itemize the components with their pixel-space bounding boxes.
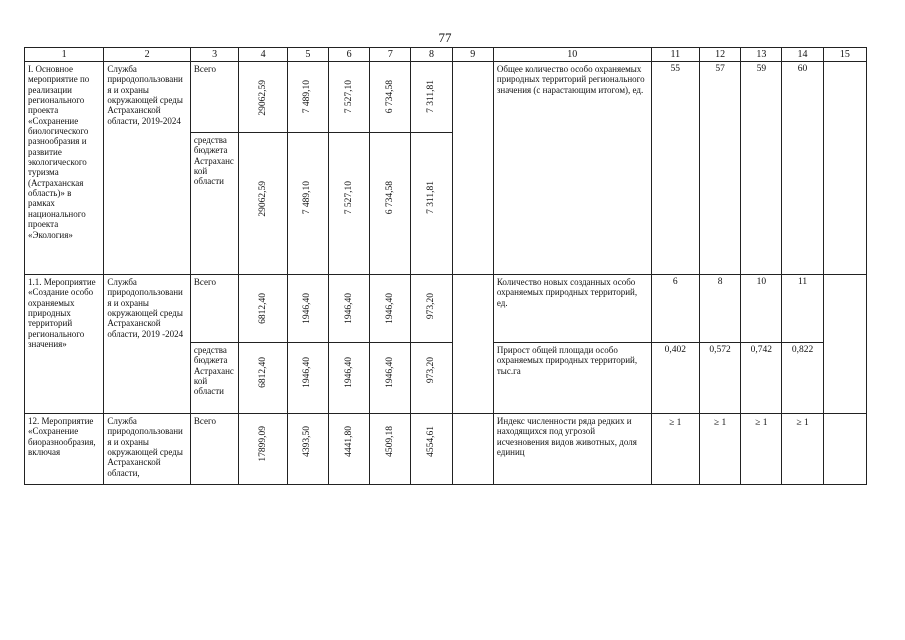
- activity-name-cell: I. Основное мероприятие по реализации регионального проекта «Сохранение биологического разнообразия и развитие экологического туризма (Астраханская область)» в рамках национального проекта «Экология»: [25, 62, 104, 275]
- column-header: 9: [452, 48, 493, 62]
- value-cell: [329, 133, 370, 275]
- indicator-value-cell: 0,572: [699, 343, 740, 414]
- value-text: 7 527,10: [343, 80, 354, 114]
- value-cell: [239, 133, 287, 275]
- empty-cell: [452, 62, 493, 275]
- indicator-value-cell: 59: [741, 62, 782, 275]
- value-cell: [411, 343, 452, 414]
- value-cell: [411, 133, 452, 275]
- table-row: [25, 62, 867, 133]
- indicator-value-cell: 57: [699, 62, 740, 275]
- column-header: 13: [741, 48, 782, 62]
- indicator-value-cell: 6: [651, 275, 699, 343]
- funding-source-cell: средства бюджета Астраханской области: [190, 343, 238, 414]
- column-header: 12: [699, 48, 740, 62]
- indicator-value-cell: ≥ 1: [651, 414, 699, 485]
- indicator-cell: Прирост общей площади особо охраняемых природных территорий, тыс.га: [493, 343, 651, 414]
- executor-cell: Служба природопользования и охраны окружающей среды Астраханской области, 2019 -2024: [104, 275, 191, 414]
- value-text: 6 734,58: [384, 181, 395, 215]
- indicator-value-cell: 11: [782, 275, 823, 343]
- funding-source-cell: Всего: [190, 62, 238, 133]
- header-row: [25, 48, 867, 62]
- indicator-value-cell: ≥ 1: [741, 414, 782, 485]
- value-text: 29062,59: [257, 80, 268, 116]
- value-text: 17899,09: [257, 426, 268, 462]
- activity-name-cell: 1.1. Мероприятие «Создание особо охраняемых природных территорий регионального значения»: [25, 275, 104, 414]
- value-text: 4393,50: [302, 426, 313, 457]
- value-cell: [239, 414, 287, 485]
- value-cell: [411, 275, 452, 343]
- value-cell: [329, 343, 370, 414]
- indicator-value-cell: ≥ 1: [699, 414, 740, 485]
- value-cell: [370, 133, 411, 275]
- funding-source-cell: Всего: [190, 275, 238, 343]
- value-cell: [370, 275, 411, 343]
- value-cell: [329, 414, 370, 485]
- empty-cell: [452, 414, 493, 485]
- column-header: 11: [651, 48, 699, 62]
- value-text: 7 489,10: [302, 181, 313, 215]
- value-text: 6 734,58: [384, 80, 395, 114]
- value-cell: [329, 275, 370, 343]
- indicator-cell: Индекс численности ряда редких и находящихся под угрозой исчезновения видов животных, доля единиц: [493, 414, 651, 485]
- value-cell: [411, 414, 452, 485]
- executor-cell: Служба природопользования и охраны окружающей среды Астраханской области, 2019-2024: [104, 62, 191, 275]
- empty-cell: [823, 62, 866, 275]
- column-header: 8: [411, 48, 452, 62]
- value-text: 7 527,10: [343, 181, 354, 215]
- value-text: 1946,40: [343, 357, 354, 388]
- column-header: 3: [190, 48, 238, 62]
- indicator-cell: Количество новых созданных особо охраняемых природных территорий, ед.: [493, 275, 651, 343]
- value-text: 6812,40: [257, 357, 268, 388]
- value-cell: [411, 62, 452, 133]
- indicator-cell: Общее количество особо охраняемых природных территорий регионального значения (с нарастающим итогом), ед.: [493, 62, 651, 275]
- value-cell: [287, 343, 328, 414]
- value-cell: [329, 62, 370, 133]
- value-cell: [287, 414, 328, 485]
- funding-source-cell: средства бюджета Астраханской области: [190, 133, 238, 275]
- value-text: 4554,61: [426, 426, 437, 457]
- value-text: 6812,40: [257, 293, 268, 324]
- table-row: [25, 414, 867, 485]
- indicator-value-cell: 0,402: [651, 343, 699, 414]
- value-cell: [370, 414, 411, 485]
- table-row: [25, 275, 867, 343]
- indicator-value-cell: ≥ 1: [782, 414, 823, 485]
- column-header: 6: [329, 48, 370, 62]
- executor-cell: Служба природопользования и охраны окружающей среды Астраханской области,: [104, 414, 191, 485]
- page-number: 77: [438, 30, 452, 45]
- value-cell: [287, 275, 328, 343]
- empty-cell: [823, 275, 866, 414]
- column-header: 7: [370, 48, 411, 62]
- value-cell: [239, 343, 287, 414]
- indicator-value-cell: 8: [699, 275, 740, 343]
- value-text: 1946,40: [384, 293, 395, 324]
- column-header: 1: [25, 48, 104, 62]
- value-text: 4509,18: [384, 426, 395, 457]
- budget-table: [24, 47, 867, 485]
- column-header: 5: [287, 48, 328, 62]
- empty-cell: [823, 414, 866, 485]
- indicator-value-cell: 10: [741, 275, 782, 343]
- value-text: 1946,40: [343, 293, 354, 324]
- value-cell: [287, 133, 328, 275]
- value-text: 973,20: [426, 357, 437, 384]
- indicator-value-cell: 0,742: [741, 343, 782, 414]
- value-text: 29062,59: [257, 181, 268, 217]
- value-cell: [370, 62, 411, 133]
- empty-cell: [452, 275, 493, 414]
- value-text: 4441,80: [343, 426, 354, 457]
- column-header: 2: [104, 48, 191, 62]
- column-header: 4: [239, 48, 287, 62]
- funding-source-cell: Всего: [190, 414, 238, 485]
- value-text: 1946,40: [302, 293, 313, 324]
- value-cell: [239, 275, 287, 343]
- indicator-value-cell: 55: [651, 62, 699, 275]
- value-text: 1946,40: [384, 357, 395, 388]
- column-header: 14: [782, 48, 823, 62]
- indicator-value-cell: 0,822: [782, 343, 823, 414]
- indicator-value-cell: 60: [782, 62, 823, 275]
- value-text: 973,20: [426, 293, 437, 320]
- activity-name-cell: 12. Мероприятие «Сохранение биоразнообразия, включая: [25, 414, 104, 485]
- value-text: 7 311,81: [426, 80, 437, 113]
- value-text: 1946,40: [302, 357, 313, 388]
- value-cell: [287, 62, 328, 133]
- value-cell: [239, 62, 287, 133]
- value-cell: [370, 343, 411, 414]
- column-header: 10: [493, 48, 651, 62]
- value-text: 7 311,81: [426, 181, 437, 214]
- column-header: 15: [823, 48, 866, 62]
- value-text: 7 489,10: [302, 80, 313, 114]
